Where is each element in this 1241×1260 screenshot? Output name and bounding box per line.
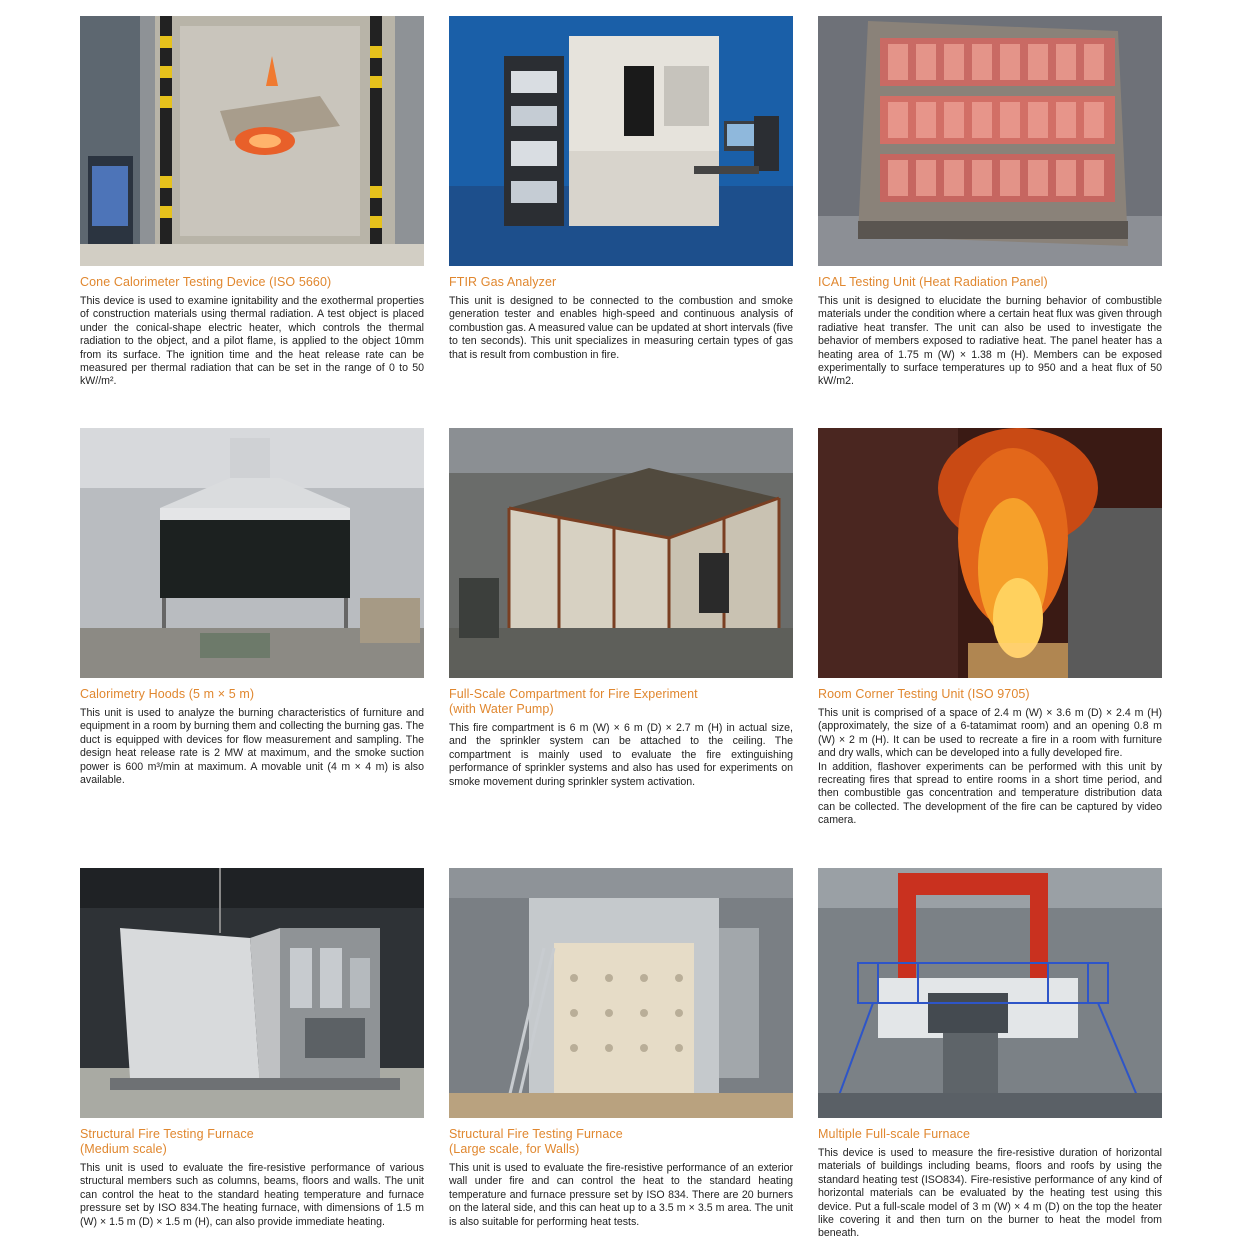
card-title: FTIR Gas Analyzer [449,275,557,289]
full-scale-compartment-photo [449,428,793,678]
card-title: ICAL Testing Unit (Heat Radiation Panel) [818,275,1048,289]
card-full-scale-compartment [449,428,793,789]
card-description: This fire compartment is 6 m (W) × 6 m (D) × 2.7 m (H) in actual size, and the sprinkler system can be attached to the ceiling. The compartment is mainly used to evaluate the fire extinguishing performance of sprinkler systems and also has used for experiments on smoke movement during sprinkler system activation. [449,722,793,788]
card-ical-testing-unit [818,16,1162,389]
card-description: This unit is used to evaluate the fire-resistive performance of an exterior wall under fire and can control the heat to the standard heating temperature and furnace pressure set by ISO 834. There are 20 burners on the lateral side, and this can heat up to a 3.5 m × 3.5 m area. The unit is also suitable for performing heat tests. [449,1162,793,1228]
ftir-gas-analyzer-photo [449,16,793,266]
card-title: Cone Calorimeter Testing Device (ISO 5660) [80,275,332,289]
card-description: This device is used to examine ignitability and the exothermal properties of construction materials using thermal radiation. A test object is placed under the conical-shape electric heater, which controls the thermal radiation to the object, and a pilot flame, is applied to the object 10mm from its surface. The ignition time and the heat release rate can be measured per thermal radiation that can be set in the range of 0 to 50 kW//m². [80,295,424,388]
card-description: This unit is comprised of a space of 2.4 m (W) × 3.6 m (D) × 2.4 m (H) (approximately, the size of a 6-tatamimat room) and an opening 0.8 m (W) × 2 m (H). It can be used to recreate a fire in a room with furniture and dry walls, which can be developed into a fully developed fire. In addition, flashover experiments can be performed with this unit by recreating fires that spread to entire rooms in a short time period, and then combustible gas concentration and temperature distribution data can be collected. The development of the fire can be captured by video camera. [818,707,1162,827]
card-description: This unit is designed to elucidate the burning behavior of combustible materials under the condition where a certain heat flux was given through radiative heat transfer. The unit can also be used to investigate the behavior of members exposed to radiative heat. The panel heater has a heating area of 1.75 m (W) × 1.38 m (H). Members can be exposed experimentally to surface temperatures up to 950 and a heat flux of 50 kW/m2. [818,295,1162,388]
card-calorimetry-hoods [80,428,424,787]
card-structural-furnace-medium [80,868,424,1229]
card-description: This unit is used to analyze the burning characteristics of furniture and equipment in a room by burning them and collecting the burning gas. The duct is equipped with devices for flow measurement and sampling. The design heat release rate is 2 MW at maximum, and the smoke suction power is 600 m³/min at maximum. A movable unit (4 m × 4 m) is also available. [80,707,424,787]
calorimetry-hoods-photo [80,428,424,678]
card-description: This device is used to measure the fire-resistive duration of horizontal materials of buildings including beams, floors and roofs by using the standard heating test (ISO834). Fire-resistive performance of any kind of horizontal materials can be evaluated by the heating test using this device. Put a full-scale model of 3 m (W) × 4 m (D) on the top the heater like covering it and then turn on the burner to heat the model from beneath. [818,1147,1162,1240]
card-cone-calorimeter [80,16,424,389]
structural-furnace-large-photo [449,868,793,1118]
card-structural-furnace-large [449,868,793,1229]
card-multiple-full-scale-furnace [818,868,1162,1241]
ical-testing-unit-photo [818,16,1162,266]
card-description: This unit is designed to be connected to the combustion and smoke generation tester and enables high-speed and continuous analysis of combustion gas. A measured value can be updated at short intervals (five to ten seconds). This unit specializes in measuring certain types of gas that is result from combustion in fire. [449,295,793,361]
card-title: Structural Fire Testing Furnace (Medium scale) [80,1127,254,1156]
room-corner-testing-photo [818,428,1162,678]
structural-furnace-medium-photo [80,868,424,1118]
card-description: This unit is used to evaluate the fire-resistive performance of various structural members such as columns, beams, floors and walls. The unit can control the heat to the standard heating temperature and furnace pressure set by ISO 834.The heating furnace, with dimensions of 1.5 m (W) × 1.5 m (D) × 1.5 m (H), can also provide immediate heating. [80,1162,424,1228]
card-room-corner-testing [818,428,1162,828]
card-title: Full-Scale Compartment for Fire Experiment (with Water Pump) [449,687,698,716]
card-title: Structural Fire Testing Furnace (Large scale, for Walls) [449,1127,623,1156]
multiple-full-scale-furnace-photo [818,868,1162,1118]
card-title: Room Corner Testing Unit (ISO 9705) [818,687,1030,701]
card-ftir-gas-analyzer [449,16,793,362]
card-title: Multiple Full-scale Furnace [818,1127,971,1141]
card-title: Calorimetry Hoods (5 m × 5 m) [80,687,255,701]
cone-calorimeter-photo [80,16,424,266]
